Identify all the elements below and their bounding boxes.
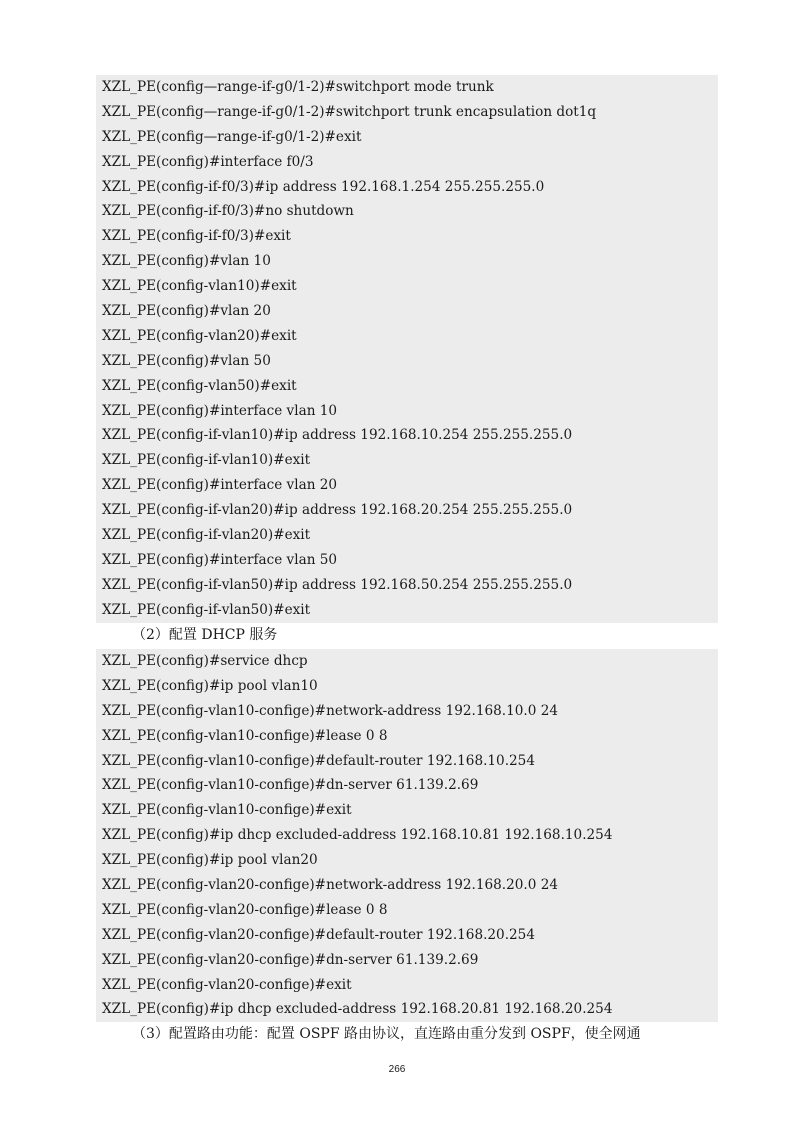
code-line: XZL_PE(config-vlan10-configе)#lease 0 8 [102,727,388,744]
code-line: XZL_PE(config)#interface vlan 50 [102,551,338,568]
code-line: XZL_PE(config-if-vlan10)#ip address 192.168.10.254 255.255.255.0 [102,427,573,444]
code-line: XZL_PE(config—range-if-g0/1-2)#switchport trunk encapsulation dot1q [102,103,597,120]
code-line: XZL_PE(config)#ip dhcp excluded-address 192.168.20.81 192.168.20.254 [102,1001,613,1018]
code-line: XZL_PE(config-vlan20-configе)#network-address 192.168.20.0 24 [102,877,558,894]
code-line: XZL_PE(config)#vlan 20 [102,303,271,320]
code-line: XZL_PE(config)#service dhcp [102,653,308,669]
code-line: XZL_PE(config)#ip pool vlan20 [102,852,318,869]
code-line: XZL_PE(config)#vlan 10 [102,253,271,270]
code-line: XZL_PE(config-vlan20-configе)#dn-server 61.139.2.69 [102,951,479,968]
code-block-dhcp-config [96,649,718,1022]
code-line: XZL_PE(config-vlan10-configе)#network-address 192.168.10.0 24 [102,702,558,719]
code-line: XZL_PE(config-vlan10-configе)#dn-server 61.139.2.69 [102,777,479,794]
code-line: XZL_PE(config-if-f0/3)#ip address 192.168.1.254 255.255.255.0 [102,178,545,195]
code-line: XZL_PE(config)#ip dhcp excluded-address 192.168.10.81 192.168.10.254 [102,827,613,844]
code-line: XZL_PE(config-if-vlan20)#exit [102,527,311,544]
code-line: XZL_PE(config-if-f0/3)#exit [102,228,291,245]
code-line: XZL_PE(config-vlan10-configе)#default-router 192.168.10.254 [102,752,535,769]
code-line: XZL_PE(config-vlan50)#exit [102,377,297,394]
code-line: XZL_PE(config-vlan20-configе)#exit [102,976,352,993]
code-line: XZL_PE(config-if-f0/3)#no shutdown [102,203,354,220]
code-line: XZL_PE(config-if-vlan20)#ip address 192.168.20.254 255.255.255.0 [102,502,573,519]
code-line: XZL_PE(config-if-vlan50)#exit [102,601,311,618]
section-heading-dhcp: （2）配置 DHCP 服务 [132,627,278,643]
code-line: XZL_PE(config)#interface f0/3 [102,153,314,170]
code-line: XZL_PE(config-vlan20-configе)#default-router 192.168.20.254 [102,926,535,943]
code-line: XZL_PE(config—range-if-g0/1-2)#exit [102,128,362,145]
code-line: XZL_PE(config—range-if-g0/1-2)#switchport mode trunk [102,79,494,95]
code-line: XZL_PE(config)#interface vlan 10 [102,402,338,419]
code-line: XZL_PE(config)#vlan 50 [102,352,271,369]
code-line: XZL_PE(config-vlan20)#exit [102,327,297,344]
code-block-interface-config [96,75,718,623]
code-line: XZL_PE(config)#ip pool vlan10 [102,677,318,694]
code-line: XZL_PE(config)#interface vlan 20 [102,477,338,494]
page-number: 266 [388,1064,406,1075]
code-line: XZL_PE(config-if-vlan50)#ip address 192.168.50.254 255.255.255.0 [102,576,573,593]
code-line: XZL_PE(config-vlan20-configе)#lease 0 8 [102,901,388,918]
code-line: XZL_PE(config-if-vlan10)#exit [102,452,311,469]
code-line: XZL_PE(config-vlan10-configе)#exit [102,802,352,819]
section-heading-routing: （3）配置路由功能：配置 OSPF 路由协议，直连路由重分发到 OSPF，使全网通 [132,1026,641,1042]
code-line: XZL_PE(config-vlan10)#exit [102,278,297,295]
